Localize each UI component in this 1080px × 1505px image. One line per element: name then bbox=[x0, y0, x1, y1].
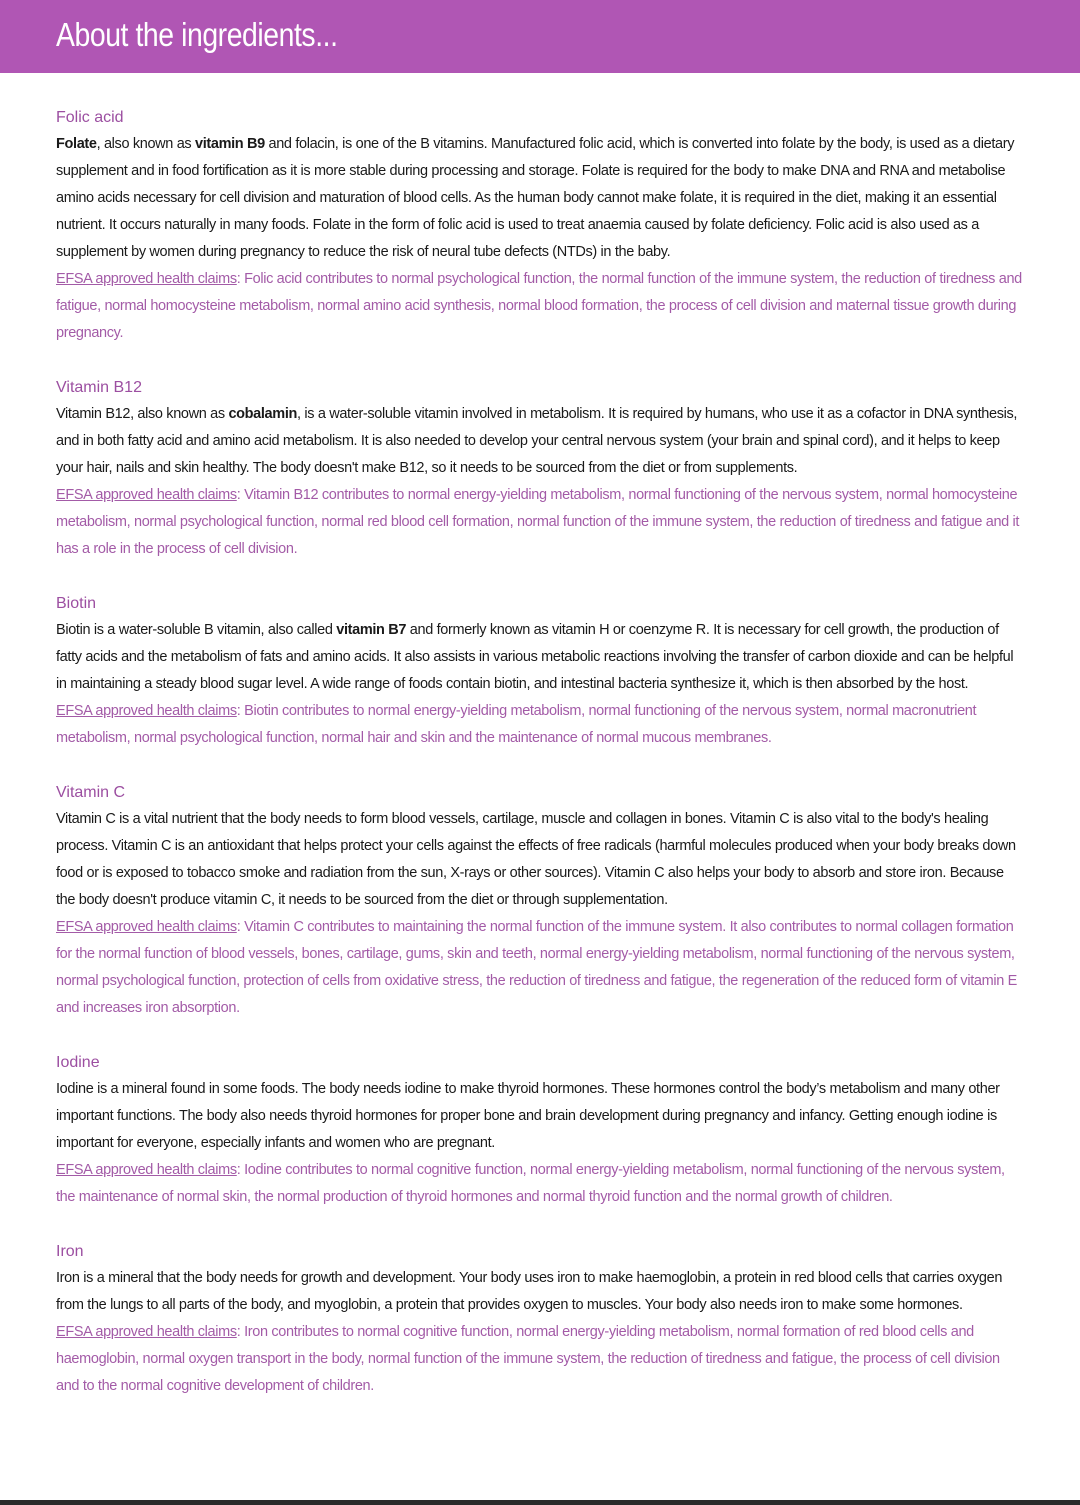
bold-term: Folate bbox=[56, 136, 97, 152]
section-title: Biotin bbox=[56, 595, 97, 612]
bottom-divider bbox=[0, 1500, 1080, 1505]
bold-term: cobalamin bbox=[228, 406, 298, 422]
body-text: Biotin is a water-soluble B vitamin, also called bbox=[56, 622, 337, 638]
claims-text: : Folic acid contributes to normal psychological function, the normal function of the immune system, the reduction of tiredness and fatigue, normal homocysteine metabolism, normal amino acid synthesis, normal blood formation, the process of cell division and maternal tissue growth during pregnancy. bbox=[56, 271, 1022, 341]
section-biotin bbox=[56, 590, 1026, 752]
bold-term: vitamin B7 bbox=[336, 622, 407, 638]
body-text: , is a water-soluble vitamin involved in metabolism. It is required by humans, who use it as a cofactor in DNA synthesis, and in both fatty acid and amino acid metabolism. It is also needed to develop your central nervous system (your brain and spinal cord), and it helps to keep your hair, nails and skin healthy. The body doesn't make B12, so it needs to be sourced from the diet or from supplements. bbox=[56, 406, 1018, 476]
body-text: Vitamin C is a vital nutrient that the body needs to form blood vessels, cartilage, muscle and collagen in bones. Vitamin C is also vital to the body's healing process. Vitamin C is an antioxidant that helps protect your cells against the effects of free radicals (harmful molecules produced when your body breaks down food or is exposed to tobacco smoke and radiation from the sun, X-rays or other sources). Vitamin C also helps your body to absorb and store iron. Because the body doesn't produce vitamin C, it needs to be sourced from the diet or through supplementation. bbox=[56, 811, 1016, 908]
section-folic-acid bbox=[56, 104, 1026, 347]
health-claims bbox=[56, 266, 1026, 347]
section-vitamin-c bbox=[56, 779, 1026, 1022]
health-claims bbox=[56, 1319, 1026, 1400]
body-text: Iron is a mineral that the body needs for growth and development. Your body uses iron to make haemoglobin, a protein in red blood cells that carries oxygen from the lungs to all parts of the body, and myoglobin, a protein that provides oxygen to muscles. Your body also needs iron to make some hormones. bbox=[56, 1270, 1003, 1313]
section-body bbox=[56, 131, 1026, 266]
section-body bbox=[56, 1265, 1026, 1319]
section-title: Iodine bbox=[56, 1054, 100, 1071]
body-text: Vitamin B12, also known as bbox=[56, 406, 229, 422]
section-body bbox=[56, 806, 1026, 914]
body-text: Iodine is a mineral found in some foods. The body needs iodine to make thyroid hormones. These hormones control the body’s metabolism and many other important functions. The body also needs thyroid hormones for proper bone and brain development during pregnancy and infancy. Getting enough iodine is important for everyone, especially infants and women who are pregnant. bbox=[56, 1081, 1000, 1151]
section-body bbox=[56, 1076, 1026, 1157]
page-title: About the ingredients... bbox=[56, 16, 338, 53]
efsa-claims-link[interactable]: EFSA approved health claims bbox=[56, 919, 237, 935]
body-text: , also known as bbox=[96, 136, 195, 152]
section-iodine bbox=[56, 1049, 1026, 1211]
claims-text: : Vitamin B12 contributes to normal energy-yielding metabolism, normal functioning of the nervous system, normal homocysteine metabolism, normal psychological function, normal red blood cell formation, normal function of the immune system, the reduction of tiredness and fatigue and it has a role in the process of cell division. bbox=[56, 487, 1020, 557]
body-text: and folacin, is one of the B vitamins. Manufactured folic acid, which is converted into folate by the body, is used as a dietary supplement and in food fortification as it is more stable during processing and storage. Folate is required for the body to make DNA and RNA and metabolise amino acids necessary for cell division and maturation of blood cells. As the human body cannot make folate, it is required in the diet, making it an essential nutrient. It occurs naturally in many foods. Folate in the form of folic acid is used to treat anaemia caused by folate deficiency. Folic acid is also used as a supplement by women during pregnancy to reduce the risk of neural tube defects (NTDs) in the baby. bbox=[56, 136, 1015, 260]
claims-text: : Biotin contributes to normal energy-yielding metabolism, normal functioning of the nervous system, normal macronutrient metabolism, normal psychological function, normal hair and skin and the maintenance of normal mucous membranes. bbox=[56, 703, 977, 746]
bold-term: vitamin B9 bbox=[194, 136, 265, 152]
efsa-claims-link[interactable]: EFSA approved health claims bbox=[56, 271, 237, 287]
page-header bbox=[0, 0, 1080, 73]
section-iron bbox=[56, 1238, 1026, 1400]
claims-text: : Iodine contributes to normal cognitive function, normal energy-yielding metabolism, normal functioning of the nervous system, the maintenance of normal skin, the normal production of thyroid hormones and normal thyroid function and the normal growth of children. bbox=[56, 1162, 1005, 1205]
health-claims bbox=[56, 1157, 1026, 1211]
efsa-claims-link[interactable]: EFSA approved health claims bbox=[56, 487, 237, 503]
health-claims bbox=[56, 482, 1026, 563]
efsa-claims-link[interactable]: EFSA approved health claims bbox=[56, 703, 237, 719]
health-claims bbox=[56, 698, 1026, 752]
section-vitamin-b12 bbox=[56, 374, 1026, 563]
claims-text: : Vitamin C contributes to maintaining the normal function of the immune system. It also contributes to normal collagen formation for the normal function of blood vessels, bones, cartilage, gums, skin and teeth, normal energy-yielding metabolism, normal functioning of the nervous system, normal psychological function, protection of cells from oxidative stress, the reduction of tiredness and fatigue, the regeneration of the reduced form of vitamin E and increases iron absorption. bbox=[56, 919, 1017, 1016]
section-body bbox=[56, 401, 1026, 482]
section-title: Iron bbox=[56, 1243, 84, 1260]
claims-text: : Iron contributes to normal cognitive function, normal energy-yielding metabolism, normal formation of red blood cells and haemoglobin, normal oxygen transport in the body, normal function of the immune system, the reduction of tiredness and fatigue, the process of cell division and to the normal cognitive development of children. bbox=[56, 1324, 1000, 1394]
efsa-claims-link[interactable]: EFSA approved health claims bbox=[56, 1324, 237, 1340]
efsa-claims-link[interactable]: EFSA approved health claims bbox=[56, 1162, 237, 1178]
section-title: Vitamin B12 bbox=[56, 379, 142, 396]
section-body bbox=[56, 617, 1026, 698]
section-title: Vitamin C bbox=[56, 784, 126, 801]
section-title: Folic acid bbox=[56, 109, 124, 126]
ingredients-content bbox=[56, 104, 1026, 1427]
body-text: and formerly known as vitamin H or coenzyme R. It is necessary for cell growth, the production of fatty acids and the metabolism of fats and amino acids. It also assists in various metabolic reactions involving the transfer of carbon dioxide and can be helpful in maintaining a steady blood sugar level. A wide range of foods contain biotin, and intestinal bacteria synthesize it, which is then absorbed by the host. bbox=[56, 622, 1014, 692]
health-claims bbox=[56, 914, 1026, 1022]
